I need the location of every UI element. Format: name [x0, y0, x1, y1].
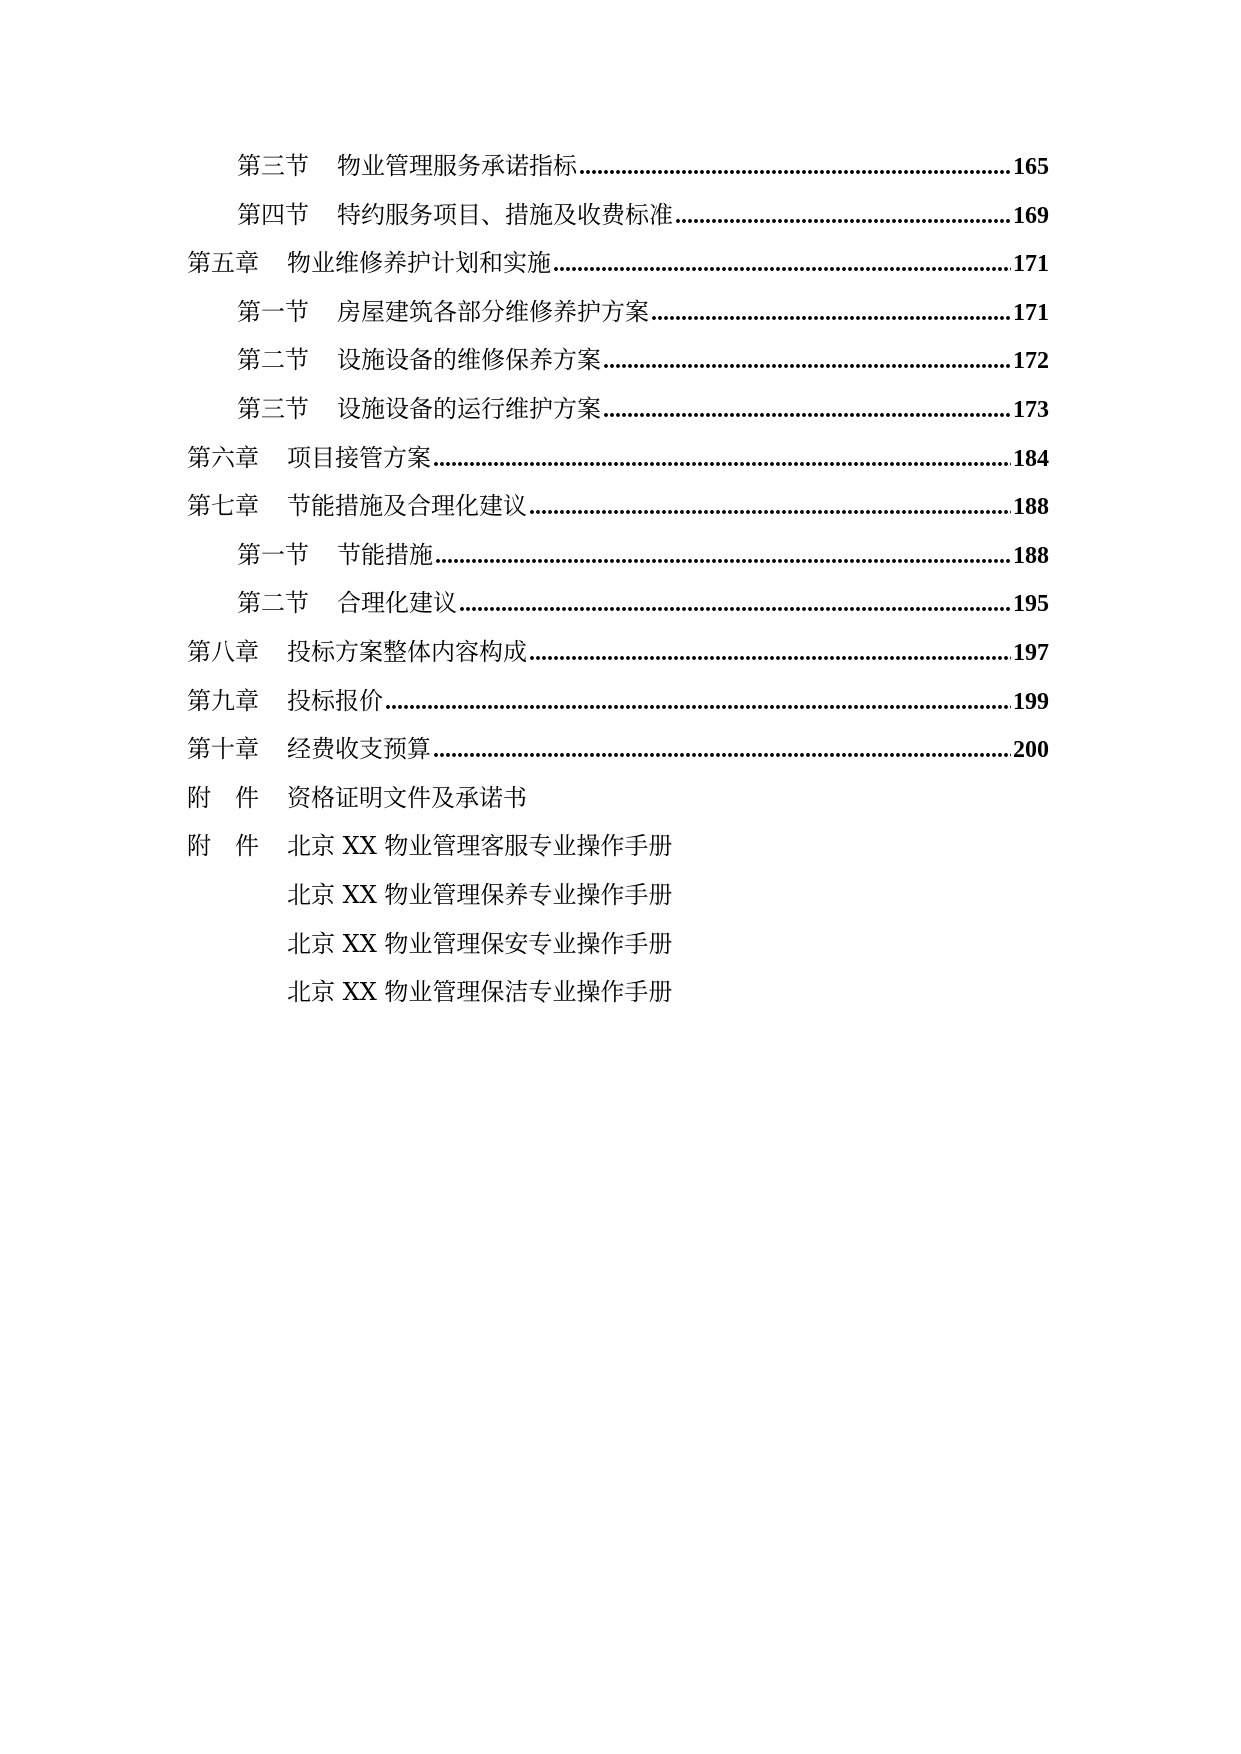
toc-title: 房屋建筑各部分维修养护方案 — [337, 297, 649, 326]
toc-page-number: 169 — [1013, 202, 1049, 229]
toc-title: 节能措施及合理化建议 — [287, 492, 527, 521]
toc-label: 第二节 — [237, 589, 309, 618]
toc-leader — [433, 725, 1011, 775]
table-of-contents — [187, 142, 1049, 1017]
toc-entry — [187, 725, 1049, 774]
attachment-entry — [187, 822, 1049, 871]
toc-label: 第二节 — [237, 346, 309, 375]
toc-entry — [187, 142, 1049, 191]
toc-page-number: 184 — [1013, 445, 1049, 472]
toc-label: 第一节 — [237, 540, 309, 569]
toc-leader — [553, 239, 1011, 289]
toc-title: 物业管理服务承诺指标 — [337, 152, 577, 180]
attachment-label: 附 件 — [187, 783, 259, 812]
toc-leader — [529, 482, 1011, 532]
toc-page-number: 199 — [1013, 688, 1049, 715]
attachment-entry — [187, 968, 1049, 1017]
toc-page-number: 165 — [1013, 154, 1049, 180]
toc-label: 第三节 — [237, 394, 309, 423]
toc-label: 第十章 — [187, 735, 259, 764]
attachment-entry — [187, 920, 1049, 969]
toc-label: 第四节 — [237, 200, 309, 229]
toc-leader — [385, 677, 1011, 727]
attachment-entry — [187, 871, 1049, 920]
toc-page-number: 200 — [1013, 737, 1049, 764]
attachment-title: 北京 XX 物业管理保洁专业操作手册 — [287, 978, 673, 1007]
toc-label: 第五章 — [187, 249, 259, 278]
toc-entry — [187, 482, 1049, 531]
toc-entry — [187, 677, 1049, 726]
toc-label: 第七章 — [187, 492, 259, 521]
toc-page-number: 171 — [1013, 251, 1049, 278]
toc-title: 特约服务项目、措施及收费标准 — [337, 200, 673, 229]
toc-title: 合理化建议 — [337, 589, 457, 618]
attachment-title: 资格证明文件及承诺书 — [287, 783, 527, 812]
toc-leader — [529, 628, 1011, 678]
toc-label: 第八章 — [187, 637, 259, 666]
toc-label: 第六章 — [187, 443, 259, 472]
toc-title: 设施设备的运行维护方案 — [337, 394, 601, 423]
attachment-title: 北京 XX 物业管理保安专业操作手册 — [287, 929, 673, 958]
toc-entry — [187, 191, 1049, 240]
toc-entry — [187, 288, 1049, 337]
attachment-title: 北京 XX 物业管理客服专业操作手册 — [287, 832, 673, 861]
toc-leader — [675, 191, 1011, 241]
toc-leader — [603, 336, 1011, 386]
toc-page-number: 195 — [1013, 591, 1049, 618]
toc-entry — [187, 385, 1049, 434]
toc-leader — [459, 579, 1011, 629]
toc-page-number: 188 — [1013, 542, 1049, 569]
toc-leader — [433, 434, 1011, 484]
toc-leader — [435, 531, 1011, 581]
toc-page-number: 172 — [1013, 348, 1049, 375]
toc-page-number: 173 — [1013, 396, 1049, 423]
toc-entry — [187, 434, 1049, 483]
toc-leader — [651, 288, 1011, 338]
toc-title: 设施设备的维修保养方案 — [337, 346, 601, 375]
toc-entry — [187, 628, 1049, 677]
toc-label: 第三节 — [237, 152, 309, 180]
toc-entry — [187, 579, 1049, 628]
toc-title: 物业维修养护计划和实施 — [287, 249, 551, 278]
toc-title: 投标报价 — [287, 686, 383, 715]
toc-title: 项目接管方案 — [287, 443, 431, 472]
toc-page-number: 188 — [1013, 494, 1049, 521]
toc-title: 经费收支预算 — [287, 735, 431, 764]
toc-entry — [187, 239, 1049, 288]
toc-title: 投标方案整体内容构成 — [287, 637, 527, 666]
attachment-entry — [187, 774, 1049, 823]
toc-page-number: 197 — [1013, 639, 1049, 666]
toc-title: 节能措施 — [337, 540, 433, 569]
attachment-label: 附 件 — [187, 832, 259, 861]
toc-leader — [579, 142, 1011, 192]
toc-leader — [603, 385, 1011, 435]
toc-page-number: 171 — [1013, 299, 1049, 326]
toc-entry — [187, 336, 1049, 385]
toc-label: 第一节 — [237, 297, 309, 326]
toc-label: 第九章 — [187, 686, 259, 715]
attachment-title: 北京 XX 物业管理保养专业操作手册 — [287, 880, 673, 909]
toc-entry — [187, 531, 1049, 580]
